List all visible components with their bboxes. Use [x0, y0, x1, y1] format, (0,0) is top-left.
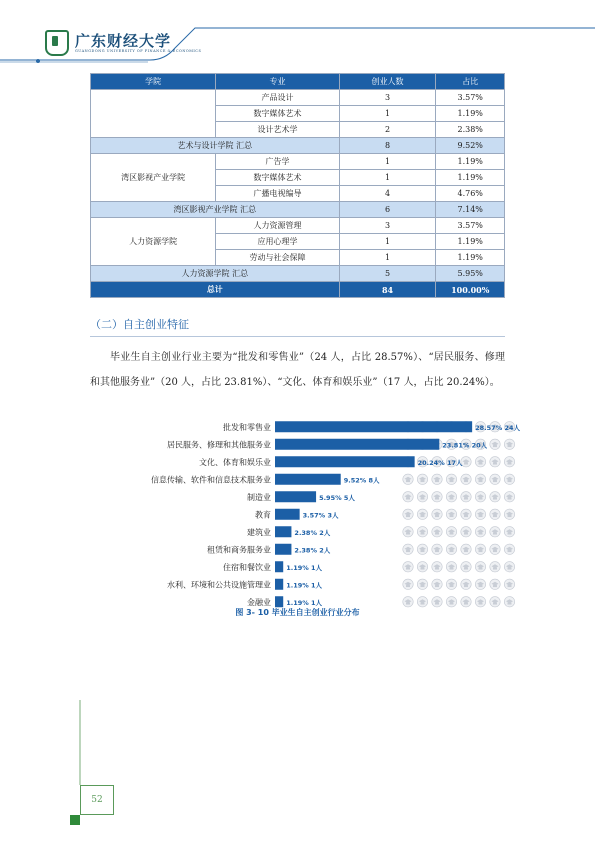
graduation-cap-icon — [461, 474, 471, 484]
graduation-cap-icon — [490, 597, 500, 607]
graduation-cap-icon — [432, 492, 442, 502]
category-label: 文化、体育和娱乐业 — [199, 457, 271, 467]
graduation-cap-icon — [461, 492, 471, 502]
graduation-cap-icon — [446, 474, 456, 484]
col-header-major: 专业 — [216, 74, 339, 90]
count-cell: 6 — [339, 202, 436, 218]
graduation-cap-icon — [417, 562, 427, 572]
graduation-cap-icon — [475, 509, 485, 519]
pct-cell: 1.19% — [436, 170, 505, 186]
bar — [275, 544, 291, 555]
college-cell: 人力资源学院 — [91, 218, 216, 266]
category-label: 水利、环境和公共设施管理业 — [167, 580, 271, 590]
school-emblem-icon — [45, 30, 69, 56]
graduation-cap-icon — [490, 527, 500, 537]
graduation-cap-icon — [490, 457, 500, 467]
graduation-cap-icon — [461, 527, 471, 537]
bar — [275, 439, 439, 450]
footer-decoration — [0, 700, 595, 842]
category-label: 制造业 — [247, 492, 271, 502]
bar — [275, 421, 472, 432]
graduation-cap-icon — [403, 562, 413, 572]
graduation-cap-icon — [490, 439, 500, 449]
data-label: 2.38% 2人 — [294, 528, 331, 537]
count-cell: 1 — [339, 154, 436, 170]
graduation-cap-icon — [475, 562, 485, 572]
count-cell: 8 — [339, 138, 436, 154]
bar — [275, 526, 291, 537]
pct-cell: 1.19% — [436, 250, 505, 266]
school-name: 广东财经大学 — [75, 31, 172, 50]
graduation-cap-icon — [432, 597, 442, 607]
major-cell: 数字媒体艺术 — [216, 106, 339, 122]
graduation-cap-icon — [446, 579, 456, 589]
graduation-cap-icon — [504, 527, 514, 537]
category-label: 建筑业 — [247, 527, 271, 537]
graduation-cap-icon — [504, 597, 514, 607]
total-label: 总计 — [91, 282, 340, 298]
graduation-cap-icon — [475, 492, 485, 502]
major-cell: 产品设计 — [216, 90, 339, 106]
graduation-cap-icon — [504, 544, 514, 554]
section-title: （二）自主创业特征 — [90, 318, 189, 331]
graduation-cap-icon — [490, 544, 500, 554]
graduation-cap-icon — [432, 509, 442, 519]
count-cell: 4 — [339, 186, 436, 202]
graduation-cap-icon — [446, 597, 456, 607]
major-cell: 广告学 — [216, 154, 339, 170]
graduation-cap-icon — [403, 492, 413, 502]
graduation-cap-icon — [417, 527, 427, 537]
data-label: 23.81% 20人 — [442, 441, 488, 450]
data-label: 5.95% 5人 — [319, 493, 355, 502]
major-cell: 数字媒体艺术 — [216, 170, 339, 186]
category-label: 住宿和餐饮业 — [223, 562, 271, 572]
graduation-cap-icon — [490, 579, 500, 589]
bar — [275, 491, 316, 502]
graduation-cap-icon — [446, 492, 456, 502]
major-cell: 人力资源管理 — [216, 218, 339, 234]
graduation-cap-icon — [504, 509, 514, 519]
bar — [275, 474, 341, 485]
category-label: 租赁和商务服务业 — [207, 545, 271, 555]
graduation-cap-icon — [490, 509, 500, 519]
count-cell: 5 — [339, 266, 436, 282]
count-cell: 3 — [339, 90, 436, 106]
graduation-cap-icon — [475, 474, 485, 484]
graduation-cap-icon — [446, 562, 456, 572]
graduation-cap-icon — [417, 474, 427, 484]
count-cell: 1 — [339, 106, 436, 122]
graduation-cap-icon — [461, 562, 471, 572]
graduation-cap-icon — [475, 597, 485, 607]
graduation-cap-icon — [504, 579, 514, 589]
page-number: 52 — [80, 785, 114, 815]
table-row — [91, 218, 505, 234]
graduation-cap-icon — [403, 597, 413, 607]
subtotal-row — [91, 266, 505, 282]
graduation-cap-icon — [475, 579, 485, 589]
category-label: 教育 — [255, 510, 271, 520]
graduation-cap-icon — [403, 474, 413, 484]
bar — [275, 561, 283, 572]
category-label: 批发和零售业 — [223, 422, 271, 432]
graduation-cap-icon — [475, 544, 485, 554]
category-label: 金融业 — [247, 597, 271, 607]
subtotal-row — [91, 202, 505, 218]
subtotal-label: 湾区影视产业学院 汇总 — [91, 202, 340, 218]
count-cell: 1 — [339, 170, 436, 186]
graduation-cap-icon — [446, 544, 456, 554]
graduation-cap-icon — [417, 492, 427, 502]
major-cell: 设计艺术学 — [216, 122, 339, 138]
graduation-cap-icon — [403, 579, 413, 589]
data-label: 1.19% 1人 — [286, 598, 323, 607]
table-row — [91, 154, 505, 170]
col-header-college: 学院 — [91, 74, 216, 90]
data-label: 1.19% 1人 — [286, 563, 323, 572]
graduation-cap-icon — [417, 544, 427, 554]
bar — [275, 579, 283, 590]
graduation-cap-icon — [504, 457, 514, 467]
graduation-cap-icon — [446, 509, 456, 519]
total-count: 84 — [339, 282, 436, 298]
data-label: 9.52% 8人 — [343, 476, 380, 485]
graduation-cap-icon — [417, 509, 427, 519]
count-cell: 1 — [339, 234, 436, 250]
school-name-en: GUANGDONG UNIVERSITY OF FINANCE & ECONOMICS — [75, 48, 202, 53]
graduation-cap-icon — [504, 474, 514, 484]
section-divider — [90, 336, 505, 337]
data-label: 20.24% 17人 — [417, 458, 463, 467]
category-label: 居民服务、修理和其他服务业 — [167, 440, 271, 450]
graduation-cap-icon — [475, 457, 485, 467]
major-cell: 劳动与社会保障 — [216, 250, 339, 266]
bar — [275, 456, 415, 467]
table-header-row — [91, 74, 505, 90]
graduation-cap-icon — [403, 509, 413, 519]
subtotal-label: 艺术与设计学院 汇总 — [91, 138, 340, 154]
college-cell: 湾区影视产业学院 — [91, 154, 216, 202]
pct-cell: 3.57% — [436, 218, 505, 234]
graduation-cap-icon — [504, 492, 514, 502]
pct-cell: 7.14% — [436, 202, 505, 218]
graduation-cap-icon — [504, 562, 514, 572]
col-header-count: 创业人数 — [339, 74, 436, 90]
graduation-cap-icon — [490, 492, 500, 502]
major-cell: 应用心理学 — [216, 234, 339, 250]
subtotal-row — [91, 138, 505, 154]
entrepreneurship-table — [90, 73, 505, 298]
graduation-cap-icon — [432, 474, 442, 484]
college-cell — [91, 90, 216, 138]
total-pct: 100.00% — [436, 282, 505, 298]
graduation-cap-icon — [504, 439, 514, 449]
graduation-cap-icon — [490, 474, 500, 484]
graduation-cap-icon — [417, 579, 427, 589]
data-label: 1.19% 1人 — [286, 581, 323, 590]
graduation-cap-icon — [461, 509, 471, 519]
graduation-cap-icon — [403, 527, 413, 537]
pct-cell: 2.38% — [436, 122, 505, 138]
major-cell: 广播电视编导 — [216, 186, 339, 202]
graduation-cap-icon — [432, 544, 442, 554]
pct-cell: 3.57% — [436, 90, 505, 106]
subtotal-label: 人力资源学院 汇总 — [91, 266, 340, 282]
pct-cell: 1.19% — [436, 234, 505, 250]
pct-cell: 4.76% — [436, 186, 505, 202]
graduation-cap-icon — [417, 597, 427, 607]
graduation-cap-icon — [475, 527, 485, 537]
school-logo — [45, 30, 201, 56]
graduation-cap-icon — [461, 544, 471, 554]
graduation-cap-icon — [432, 562, 442, 572]
category-label: 信息传输、软件和信息技术服务业 — [151, 475, 271, 485]
count-cell: 1 — [339, 250, 436, 266]
pct-cell: 5.95% — [436, 266, 505, 282]
pct-cell: 1.19% — [436, 154, 505, 170]
graduation-cap-icon — [490, 562, 500, 572]
pct-cell: 1.19% — [436, 106, 505, 122]
count-cell: 2 — [339, 122, 436, 138]
graduation-cap-icon — [403, 544, 413, 554]
table-row — [91, 90, 505, 106]
graduation-cap-icon — [432, 579, 442, 589]
body-paragraph: 毕业生自主创业行业主要为“批发和零售业”（24 人，占比 28.57%）、“居民服务、修理和其他服务业”（20 人，占比 23.81%）、“文化、体育和娱乐业”（17 人，占比 20.24%）。 — [90, 352, 505, 388]
data-label: 28.57% 24人 — [475, 423, 521, 432]
data-label: 3.57% 3人 — [302, 511, 339, 520]
total-row — [91, 282, 505, 298]
pct-cell: 9.52% — [436, 138, 505, 154]
figure-caption: 图 3- 10 毕业生自主创业行业分布 — [235, 608, 360, 617]
col-header-pct: 占比 — [436, 74, 505, 90]
graduation-cap-icon — [432, 527, 442, 537]
count-cell: 3 — [339, 218, 436, 234]
industry-bar-chart — [90, 414, 521, 607]
graduation-cap-icon — [446, 527, 456, 537]
graduation-cap-icon — [461, 597, 471, 607]
data-label: 2.38% 2人 — [294, 546, 331, 555]
graduation-cap-icon — [461, 579, 471, 589]
bar — [275, 596, 283, 607]
bar — [275, 509, 300, 520]
